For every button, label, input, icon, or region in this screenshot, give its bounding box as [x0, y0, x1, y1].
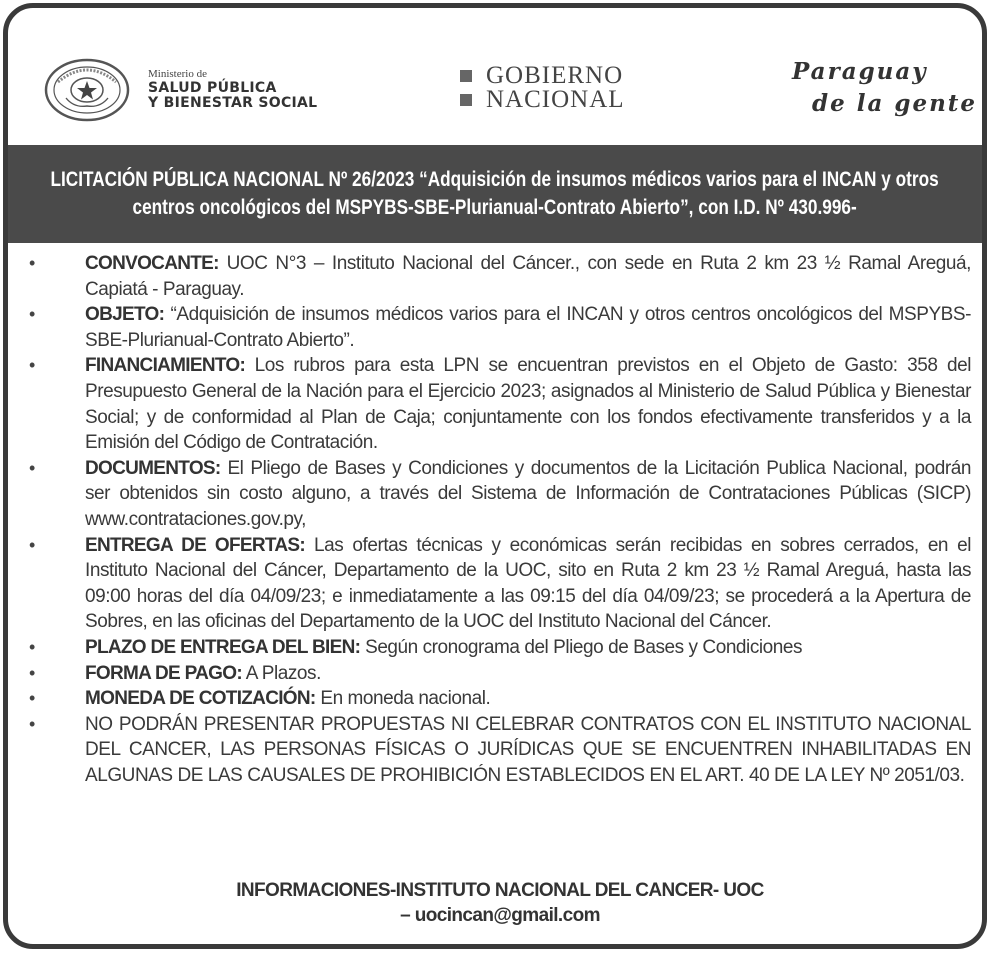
- item-text: Los rubros para esta LPN se encuentran previstos en el Objeto de Gasto: 358 del Presupuesto General de la Nación para el Ejercicio 2023; asignados al Ministerio de Salud Pública y Bienestar Social; y de conformidad al Plan de Caja; conjuntamente con los fondos efectivamente transferidos y a la Emisión del Código de Contratación.: [85, 355, 971, 454]
- item-text: Según cronograma del Pliego de Bases y Condiciones: [360, 636, 803, 658]
- item-label: FINANCIAMIENTO:: [85, 355, 246, 377]
- title-line2: centros oncológicos del MSPYBS-SBE-Plurianual-Contrato Abierto”, con I.D. Nº 430.996-: [132, 196, 858, 219]
- item-label: OBJETO:: [85, 304, 165, 326]
- ministry-line1: SALUD PÚBLICA: [148, 80, 277, 96]
- bullet-icon: •: [29, 457, 36, 478]
- bullet-icon: •: [29, 662, 36, 683]
- title-band: [8, 145, 982, 243]
- list-item: [25, 533, 971, 635]
- list-item: [25, 353, 971, 455]
- item-text: UOC N°3 – Instituto Nacional del Cáncer., con sede en Ruta 2 km 23 ½ Ramal Areguá, Capiatá - Paraguay.: [85, 253, 971, 300]
- item-text: A Plazos.: [241, 662, 321, 684]
- item-label: MONEDA DE COTIZACIÓN:: [85, 688, 316, 710]
- item-text: En moneda nacional.: [315, 688, 491, 710]
- square-icon: [460, 70, 472, 82]
- notice-frame: [3, 3, 987, 949]
- square-icon: [460, 94, 472, 106]
- notice-list: [25, 251, 971, 788]
- gobierno-logo: [460, 64, 680, 116]
- item-text: “Adquisición de insumos médicos varios para el INCAN y otros centros oncológicos del MSPYBS-SBE-Plurianual-Contrato Abierto”.: [85, 304, 971, 351]
- bullet-icon: •: [29, 253, 36, 273]
- bullet-icon: •: [29, 355, 36, 376]
- item-text: El Pliego de Bases y Condiciones y documentos de la Licitación Publica Nacional, podrán ser obtenidos sin costo alguno, a través del Sistema de Información de Contrataciones Públicas (SICP) www.contrataciones.gov.py,: [85, 457, 971, 530]
- list-item: [25, 456, 971, 533]
- slogan-line2: de la gente: [812, 90, 978, 117]
- item-label: ENTREGA DE OFERTAS:: [85, 534, 305, 556]
- gobierno-line2: NACIONAL: [486, 86, 625, 113]
- item-text: NO PODRÁN PRESENTAR PROPUESTAS NI CELEBRAR CONTRATOS CON EL INSTITUTO NACIONAL DEL CANCER, LAS PERSONAS FÍSICAS O JURÍDICAS QUE SE ENCUENTREN INHABILITADAS EN ALGUNAS DE LAS CAUSALES DE PROHIBICIÓN ESTABLECIDOS EN EL ART. 40 DE LA LEY Nº 2051/03.: [85, 713, 971, 786]
- bullet-icon: •: [29, 688, 36, 709]
- list-item: [25, 251, 971, 302]
- item-label: FORMA DE PAGO:: [85, 662, 242, 684]
- ministry-logo: [44, 58, 374, 122]
- item-label: DOCUMENTOS:: [85, 457, 221, 479]
- logo-header: [8, 8, 982, 140]
- gobierno-line1: GOBIERNO: [486, 62, 624, 89]
- bullet-icon: •: [29, 636, 36, 657]
- bullet-icon: •: [29, 304, 36, 325]
- bullet-icon: •: [29, 713, 36, 734]
- ministry-line2: Y BIENESTAR SOCIAL: [148, 95, 318, 111]
- list-item: [25, 635, 971, 661]
- ministry-small: Ministerio de: [148, 68, 207, 80]
- list-item: [25, 661, 971, 687]
- item-label: PLAZO DE ENTREGA DEL BIEN:: [85, 636, 361, 658]
- list-item: [25, 712, 971, 789]
- contact-footer: [8, 878, 987, 928]
- slogan-line1: Paraguay: [792, 58, 928, 85]
- footer-line1: INFORMACIONES-INSTITUTO NACIONAL DEL CANCER- UOC: [236, 880, 764, 901]
- item-text: Las ofertas técnicas y económicas serán recibidas en sobres cerrados, en el Instituto Nacional del Cáncer, Departamento de la UOC, sito en Ruta 2 km 23 ½ Ramal Areguá, hasta las 09:00 horas del día 04/09/23; e inmediatamente a las 09:15 del día 04/09/23; se procederá a la Apertura de Sobres, en las oficinas del Departamento de la UOC del Instituto Nacional del Cáncer.: [85, 534, 971, 633]
- title-line1: LICITACIÓN PÚBLICA NACIONAL Nº 26/2023 “Adquisición de insumos médicos varios para el INCAN y otros: [50, 168, 940, 191]
- list-item: [25, 302, 971, 353]
- item-label: CONVOCANTE:: [85, 253, 219, 274]
- bullet-icon: •: [29, 534, 36, 555]
- footer-email: – uocincan@gmail.com: [400, 905, 600, 926]
- list-item: [25, 686, 971, 712]
- seal-icon: [44, 58, 130, 122]
- slogan-logo: [790, 58, 987, 130]
